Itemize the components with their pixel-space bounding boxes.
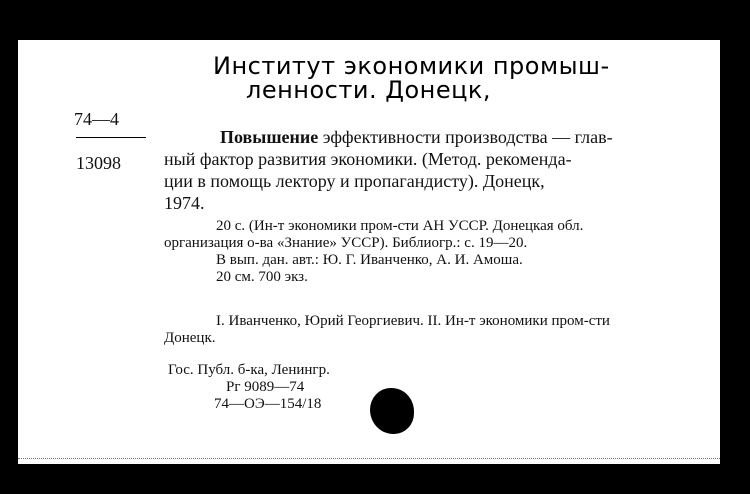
- tracing-line-1: I. Иванченко, Юрий Георгиевич. II. Ин-т экономики пром-сти: [216, 313, 610, 329]
- handwritten-heading-line-2: ленности. Донецк,: [246, 76, 492, 104]
- title-line-2: ный фактор развития экономики. (Метод. рекоменда-: [164, 149, 572, 169]
- description-line-3: В вып. дан. авт.: Ю. Г. Иванченко, А. И. Амоша.: [216, 252, 523, 268]
- title-line-1: [220, 126, 613, 148]
- card-bottom-edge: [18, 458, 720, 459]
- library-line-1: Гос. Публ. б-ка, Ленингр.: [168, 362, 330, 378]
- title-line-4: 1974.: [164, 193, 205, 213]
- description-line-4: 20 см. 700 экз.: [216, 269, 308, 285]
- title-line-1-rest: эффективности производства — глав-: [318, 127, 613, 147]
- tracing-line-2: Донецк.: [164, 330, 216, 346]
- handwritten-heading-line-1: Институт экономики промыш-: [213, 52, 610, 80]
- call-number-bottom: 13098: [76, 153, 121, 173]
- description-line-1: 20 с. (Ин-т экономики пром-сти АН УССР. Донецкая обл.: [216, 218, 584, 234]
- library-line-2: Рг 9089—74: [226, 379, 305, 395]
- title-line-3: ции в помощь лектору и пропагандисту). Донецк,: [164, 171, 545, 191]
- call-number-divider: [76, 137, 146, 138]
- description-line-2: организация о-ва «Знание» УССР). Библиогр.: с. 19—20.: [164, 235, 528, 251]
- title-keyword: Повышение: [220, 127, 319, 147]
- library-line-3: 74—ОЭ—154/18: [214, 396, 322, 412]
- ink-blot: [370, 388, 414, 434]
- catalog-card: [18, 40, 720, 464]
- call-number-top: 74—4: [74, 109, 119, 129]
